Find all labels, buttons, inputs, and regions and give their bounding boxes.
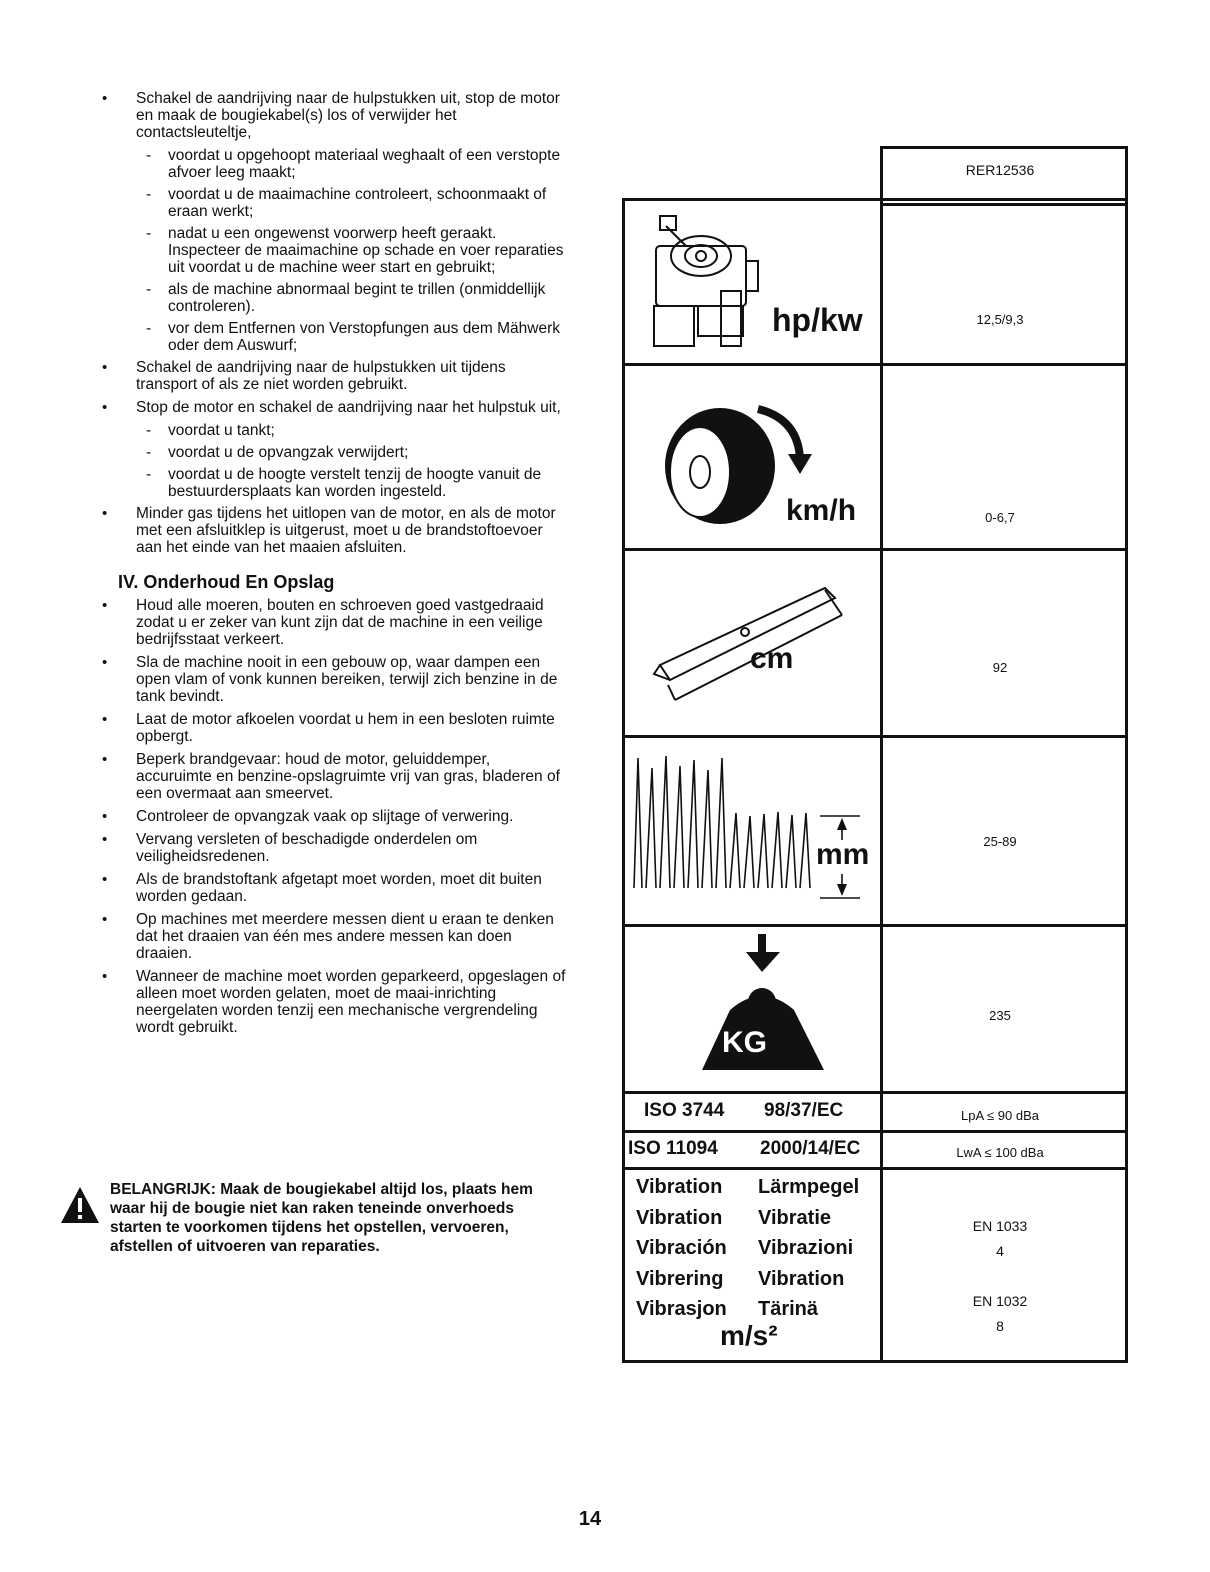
vibration-unit: m/s² <box>720 1320 778 1351</box>
list-item: • Houd alle moeren, bouten en schroeven goed vastgedraaid zodat u er zeker van kunt zijn dat de machine in een veilige bedrijfsstaat verkeert. <box>98 597 570 648</box>
iso1-value: LpA ≤ 90 dBa <box>961 1108 1039 1123</box>
warning-note <box>60 1180 540 1256</box>
list-subitem: - als de machine abnormaal begint te trillen (onmiddellijk controleren). <box>98 281 570 315</box>
vibration-label: Vibration <box>636 1206 723 1229</box>
section-title: IV. Onderhoud En Opslag <box>118 572 335 592</box>
cut-unit: cm <box>750 642 794 675</box>
vibration-label: Vibratie <box>758 1206 831 1229</box>
vibration-label: Vibration <box>758 1267 845 1290</box>
model-number: RER12536 <box>965 162 1035 178</box>
vibration-label: Vibrering <box>636 1267 724 1290</box>
engine-icon <box>646 206 766 356</box>
list-item: • Wanneer de machine moet worden geparkeerd, opgeslagen of alleen moet worden gelaten, moet de maai-inrichting neergelaten worden tenzij een mechanische vergrendeling wordt gebruikt. <box>98 968 570 1036</box>
vibration-label: Vibración <box>636 1237 727 1259</box>
warning-text: BELANGRIJK: Maak de bougiekabel altijd los, plaats hem waar hij de bougie niet kan raken teneinde onverhoeds starten te voorkomen tijdens het opstellen, vervoeren, afstellen of uitvoeren van reparaties. <box>110 1181 533 1255</box>
list-item: • Schakel de aandrijving naar de hulpstukken uit tijdens transport of als ze niet worden gebruikt. <box>98 359 570 393</box>
list-subitem: - vor dem Entfernen von Verstopfungen aus dem Mähwerk oder dem Auswurf; <box>98 320 570 354</box>
page-number: 14 <box>578 1508 602 1530</box>
list-subitem: - voordat u de opvangzak verwijdert; <box>98 444 570 461</box>
list-item: • Stop de motor en schakel de aandrijving naar het hulpstuk uit, <box>98 399 570 416</box>
vibration-label: Vibrasjon <box>636 1298 727 1320</box>
weight-unit: KG <box>722 1026 767 1059</box>
iso1-directive: 98/37/EC <box>764 1100 844 1121</box>
en1-value: 4 <box>996 1243 1004 1259</box>
warning-icon <box>60 1186 100 1224</box>
height-value-cell <box>880 735 1128 927</box>
list-item: • Controleer de opvangzak vaak op slijtage of verwering. <box>98 808 570 825</box>
iso2-value: LwA ≤ 100 dBa <box>956 1145 1044 1160</box>
list-subitem: - voordat u de maaimachine controleert, schoonmaakt of eraan werkt; <box>98 186 570 220</box>
list-subitem: - voordat u de hoogte verstelt tenzij de hoogte vanuit de bestuurdersplaats kan worden ingesteld. <box>98 466 570 500</box>
list-item: • Laat de motor afkoelen voordat u hem in een besloten ruimte opbergt. <box>98 711 570 745</box>
en2-label: EN 1032 <box>972 1293 1028 1309</box>
en1-label: EN 1033 <box>972 1218 1028 1234</box>
iso1-standard: ISO 3744 <box>644 1100 725 1121</box>
list-subitem: - voordat u tankt; <box>98 422 570 439</box>
list-item: • Vervang versleten of beschadigde onderdelen om veiligheidsredenen. <box>98 831 570 865</box>
list-item: • Beperk brandgevaar: houd de motor, geluiddemper, accuruimte en benzine-opslagruimte vrij van gras, bladeren of een overmaat aan smeervet. <box>98 751 570 802</box>
list-item: • Als de brandstoftank afgetapt moet worden, moet dit buiten worden gedaan. <box>98 871 570 905</box>
speed-unit: km/h <box>786 494 857 527</box>
height-unit: mm <box>816 838 870 871</box>
list-item: • Schakel de aandrijving naar de hulpstukken uit, stop de motor en maak de bougiekabel(s) los of verwijder het contactsleuteltje, <box>98 90 570 141</box>
list-item: • Sla de machine nooit in een gebouw op, waar dampen een open vlam of vonk kunnen bereiken, terwijl zich benzine in de tank bevindt. <box>98 654 570 705</box>
cut-value-cell <box>880 548 1128 738</box>
cut-value: 92 <box>992 660 1008 675</box>
list-item: • Minder gas tijdens het uitlopen van de motor, en als de motor met een afsluitklep is uitgerust, moet u de brandstoftoevoer aan het einde van het maaien afsluiten. <box>98 505 570 556</box>
power-value: 12,5/9,3 <box>976 312 1024 327</box>
vibration-label: Lärmpegel <box>758 1176 860 1198</box>
list-subitem: - voordat u opgehoopt materiaal weghaalt of een verstopte afvoer leeg maakt; <box>98 147 570 181</box>
grass-height-icon <box>628 748 878 908</box>
iso2-directive: 2000/14/EC <box>760 1138 861 1159</box>
iso2-standard: ISO 11094 <box>628 1138 718 1159</box>
list-item: • Op machines met meerdere messen dient u eraan te denken dat het draaien van één mes andere messen kan doen draaien. <box>98 911 570 962</box>
weight-value: 235 <box>989 1008 1011 1023</box>
vibration-label: Vibration <box>636 1176 723 1198</box>
list-subitem: - nadat u een ongewenst voorwerp heeft geraakt. Inspecteer de maaimachine op schade en voer reparaties uit voordat u de machine weer start en gebruikt; <box>98 225 570 276</box>
height-value: 25-89 <box>983 834 1017 849</box>
en2-value: 8 <box>996 1318 1004 1334</box>
power-value-cell <box>880 198 1128 366</box>
safety-text-column <box>98 90 570 1042</box>
speed-value: 0-6,7 <box>985 510 1015 525</box>
vibration-label: Vibrazioni <box>758 1237 854 1259</box>
power-unit: hp/kw <box>772 302 863 338</box>
vibration-labels <box>636 1172 859 1325</box>
vibration-label: Tärinä <box>758 1298 819 1320</box>
